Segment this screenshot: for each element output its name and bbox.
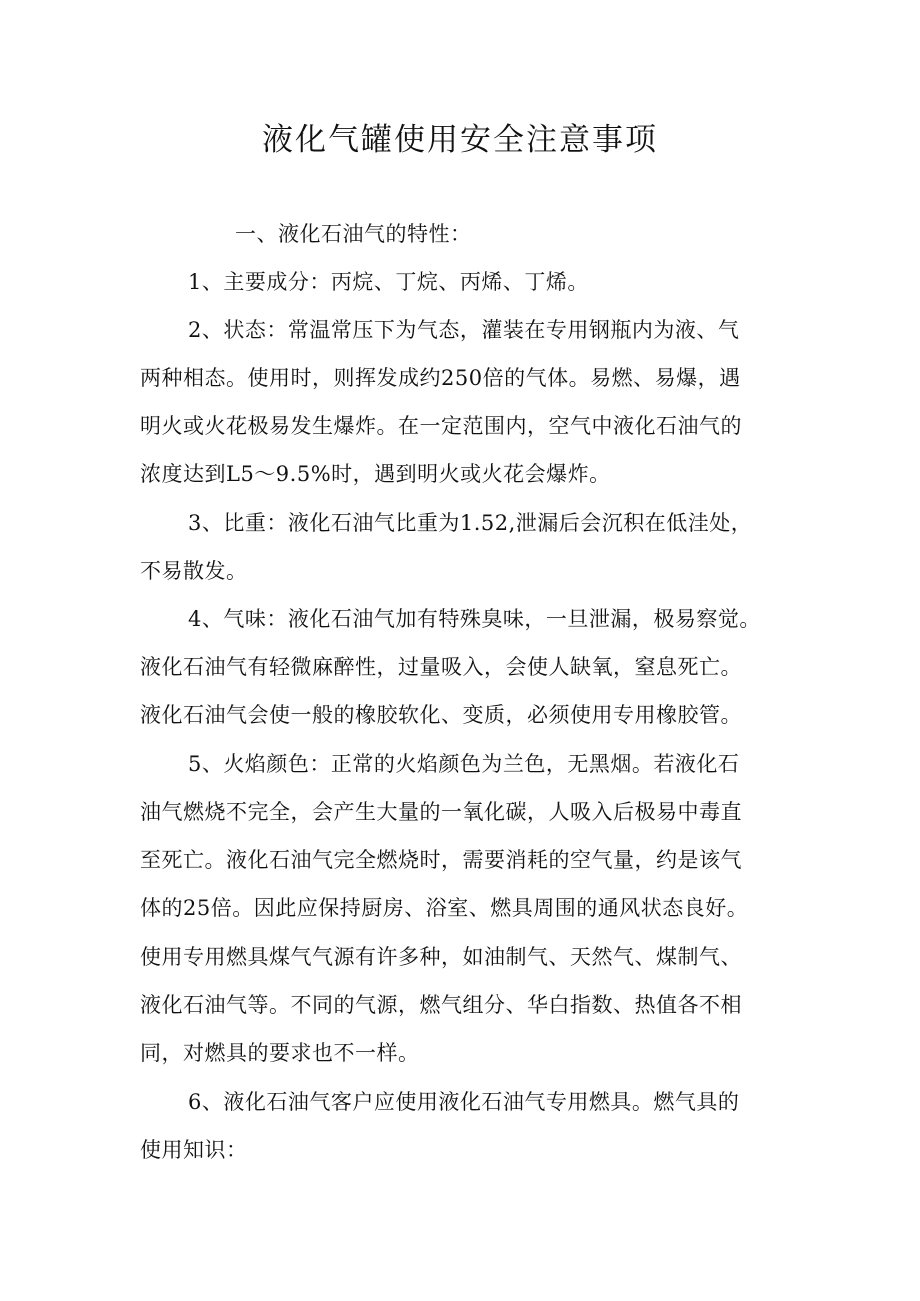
paragraph-line: 浓度达到L5～9.5%时，遇到明火或火花会爆炸。	[140, 462, 611, 486]
paragraph-line: 4、气味：液化石油气加有特殊臭味，一旦泄漏，极易察觉。	[188, 607, 761, 631]
paragraph-line: 至死亡。液化石油气完全燃烧时，需要消耗的空气量，约是该气	[140, 848, 742, 872]
section-heading: 一、液化石油气的特性：	[235, 222, 472, 246]
paragraph-line: 2、状态：常温常压下为气态，灌装在专用钢瓶内为液、气	[188, 318, 740, 342]
paragraph-line: 油气燃烧不完全，会产生大量的一氧化碳，人吸入后极易中毒直	[140, 800, 742, 824]
paragraph-line: 液化石油气等。不同的气源，燃气组分、华白指数、热值各不相	[140, 993, 742, 1017]
paragraph-line: 同，对燃具的要求也不一样。	[140, 1041, 420, 1065]
paragraph-line: 使用知识：	[140, 1138, 248, 1162]
paragraph-line: 6、液化石油气客户应使用液化石油气专用燃具。燃气具的	[188, 1090, 740, 1114]
paragraph-line: 两种相态。使用时，则挥发成约250倍的气体。易燃、易爆，遇	[140, 366, 741, 390]
paragraph-line: 明火或火花极易发生爆炸。在一定范围内，空气中液化石油气的	[140, 414, 742, 438]
paragraph-line: 5、火焰颜色：正常的火焰颜色为兰色，无黑烟。若液化石	[188, 752, 740, 776]
paragraph-line: 液化石油气会使一般的橡胶软化、变质，必须使用专用橡胶管。	[140, 703, 742, 727]
document-title: 液化气罐使用安全注意事项	[262, 122, 658, 158]
paragraph-line: 不易散发。	[140, 559, 248, 583]
paragraph-line: 液化石油气有轻微麻醉性，过量吸入，会使人缺氧，窒息死亡。	[140, 655, 742, 679]
paragraph-line: 使用专用燃具煤气气源有许多种，如油制气、天然气、煤制气、	[140, 945, 742, 969]
paragraph-line: 3、比重：液化石油气比重为1.52,泄漏后会沉积在低洼处，	[188, 511, 753, 535]
paragraph-line: 1、主要成分：丙烷、丁烷、丙烯、丁烯。	[188, 270, 589, 294]
paragraph-line: 体的25倍。因此应保持厨房、浴室、燃具周围的通风状态良好。	[140, 896, 749, 920]
